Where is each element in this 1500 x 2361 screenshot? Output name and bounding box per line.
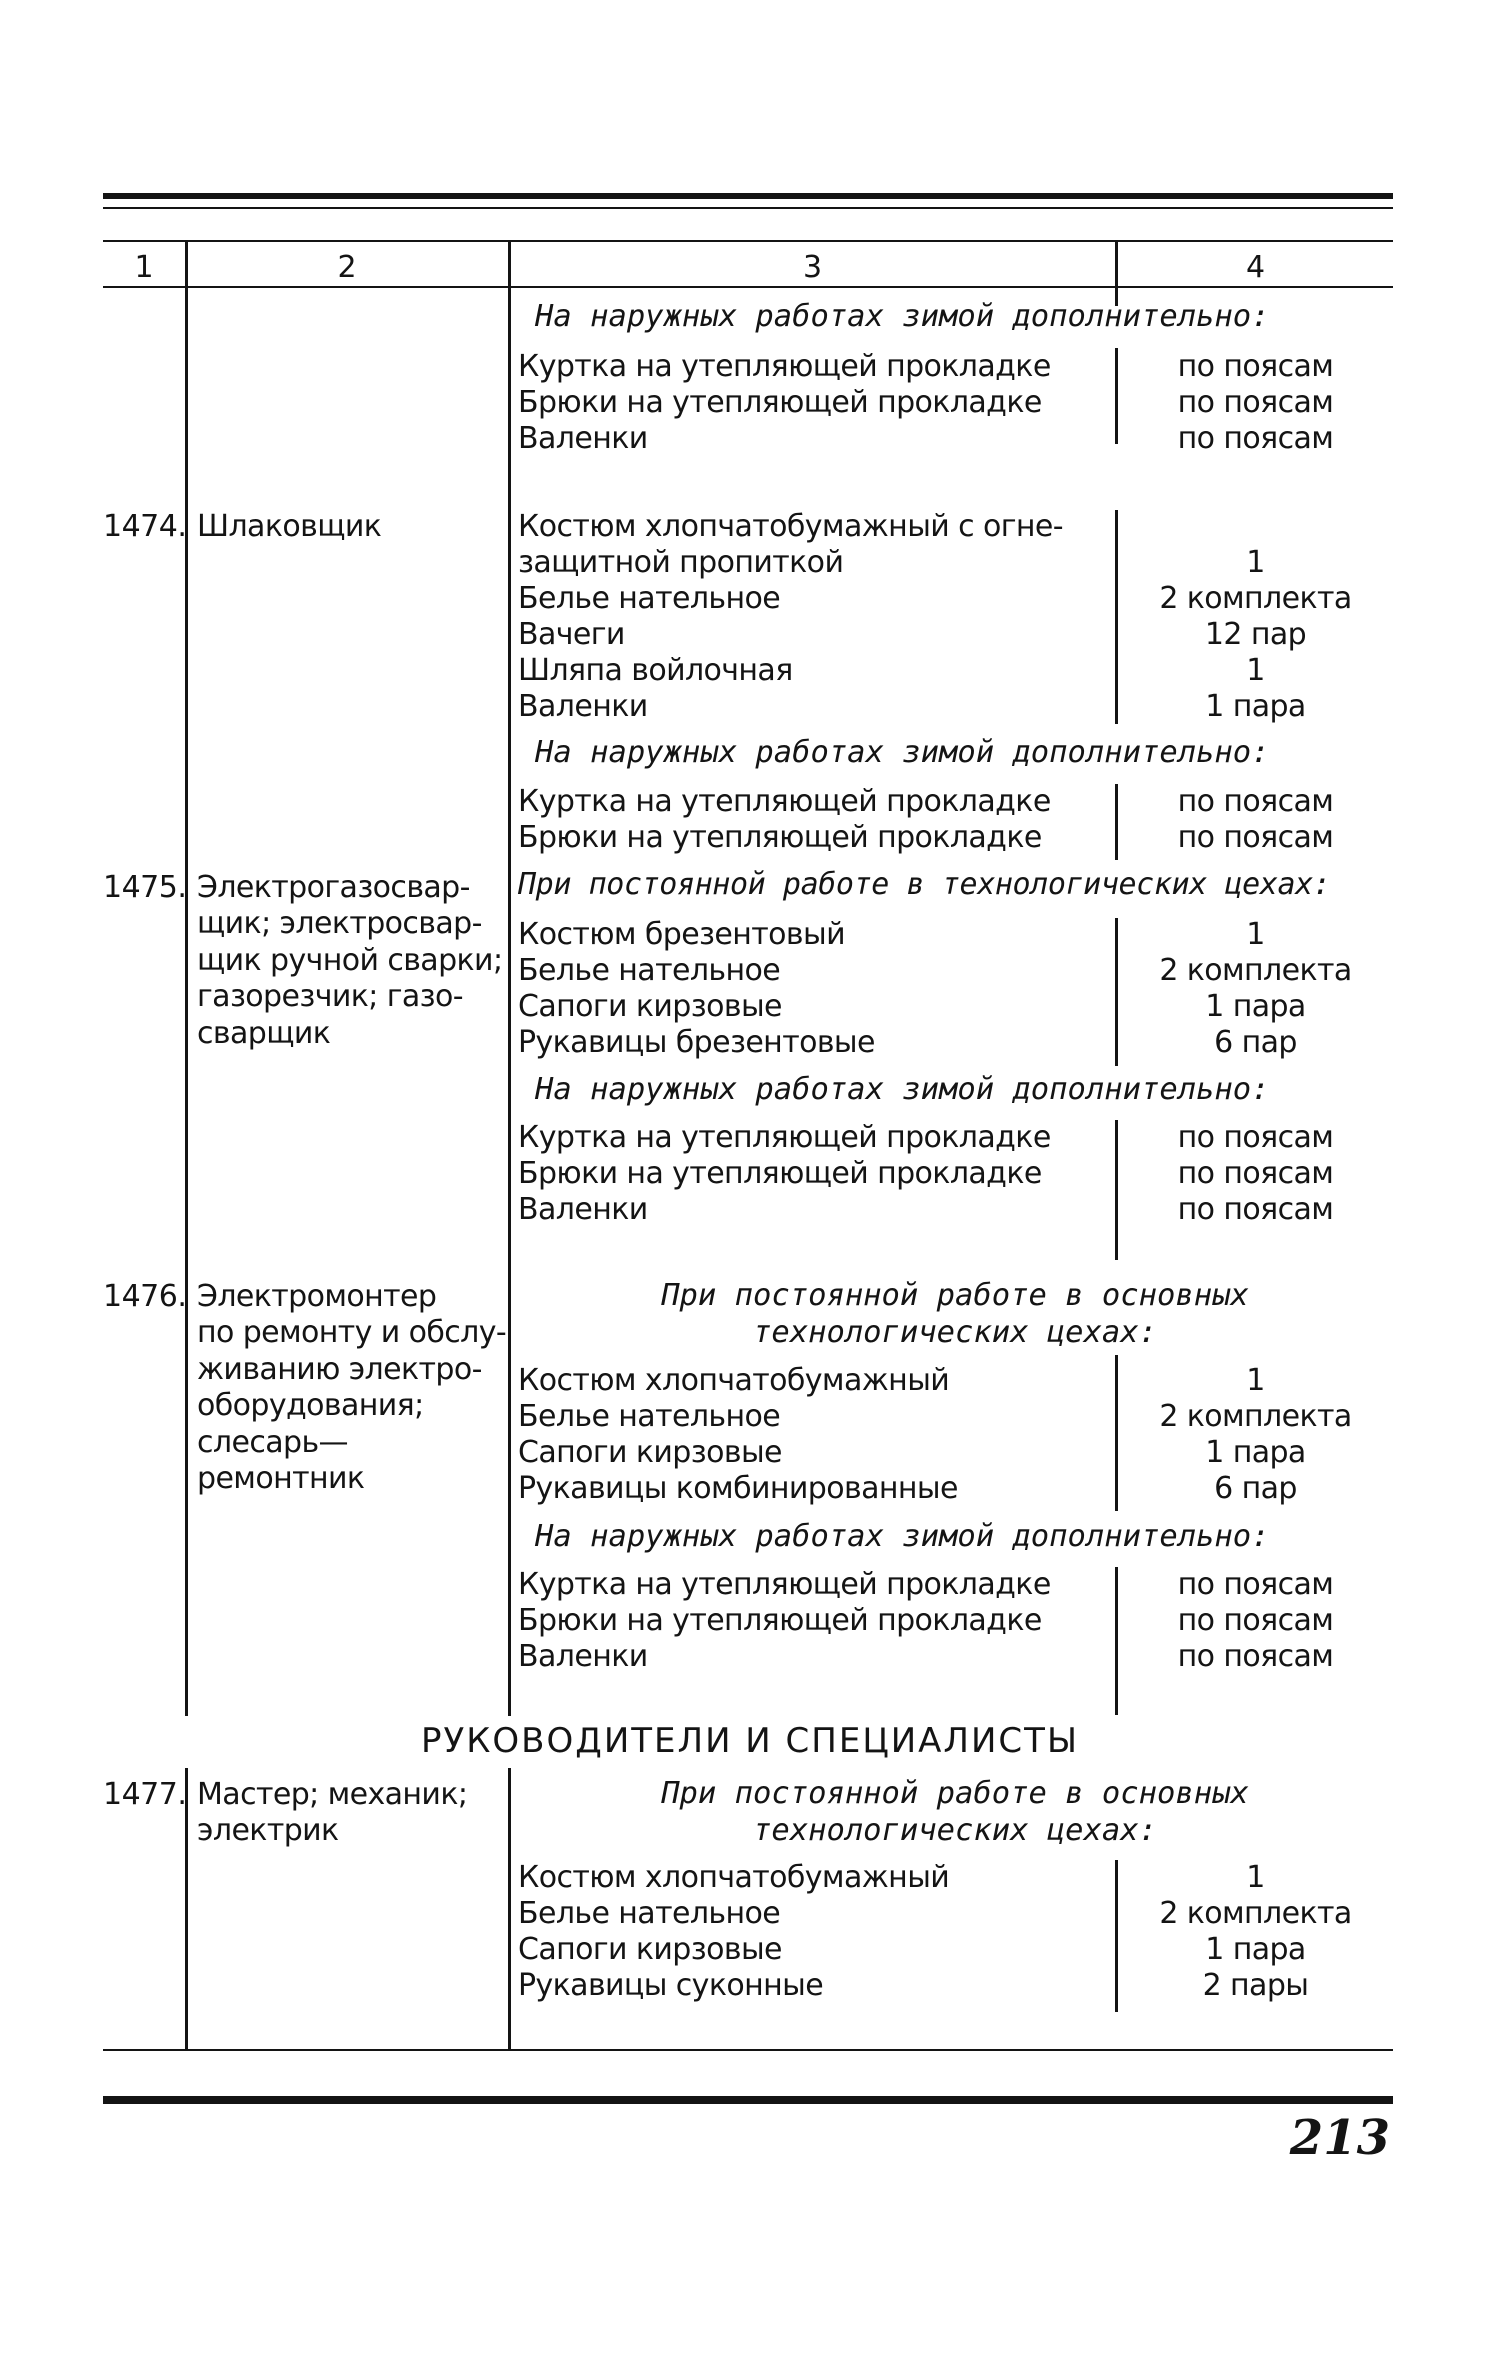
- item-name: Костюм хлопчатобумажный: [518, 1860, 950, 1895]
- item-name: Брюки на утепляющей прокладке: [518, 1603, 1042, 1638]
- item-name: Костюм брезентовый: [518, 917, 845, 952]
- header-divider-2: [508, 240, 511, 288]
- item-name: Рукавицы комбинированные: [518, 1471, 958, 1506]
- top-rule-thick: [103, 193, 1393, 199]
- item-qty: по поясам: [1177, 349, 1334, 384]
- top-rule-thin: [103, 207, 1393, 209]
- occupation-title-line: Электрогазосвар-: [197, 870, 470, 905]
- item-qty: 2 комплекта: [1159, 1896, 1352, 1931]
- item-qty: по поясам: [1177, 421, 1334, 456]
- item-qty: по поясам: [1177, 784, 1334, 819]
- item-name: Сапоги кирзовые: [518, 1435, 782, 1470]
- item-qty: по поясам: [1177, 1120, 1334, 1155]
- col2-divider-upper: [185, 288, 188, 1716]
- occupation-title-line: живанию электро-: [197, 1351, 482, 1387]
- header-divider-3: [1115, 240, 1118, 288]
- item-qty: 1 пара: [1205, 1932, 1306, 1967]
- header-col-1: 1: [134, 250, 154, 285]
- winter-heading: На наружных работах зимой дополнительно:: [535, 1072, 1270, 1107]
- item-qty: по поясам: [1177, 1567, 1334, 1602]
- col3-divider-upper: [508, 288, 511, 1716]
- winter-heading: На наружных работах зимой дополнительно:: [535, 735, 1270, 770]
- condition-heading: При постоянной работе в основных: [661, 1278, 1249, 1313]
- item-qty: 1 пара: [1205, 689, 1306, 724]
- item-qty: 1 пара: [1205, 989, 1306, 1024]
- row-number: 1476.: [103, 1279, 187, 1314]
- item-qty: 1: [1246, 1860, 1265, 1895]
- occupation-title-line: сварщик: [197, 1015, 331, 1051]
- occupation-title-line: электрик: [197, 1813, 339, 1849]
- item-name: Куртка на утепляющей прокладке: [518, 1567, 1051, 1602]
- item-name: Валенки: [518, 1639, 648, 1674]
- item-qty: 12 пар: [1204, 617, 1307, 652]
- condition-heading-cont: технологических цехах:: [753, 1315, 1157, 1350]
- occupation-title-line: газорезчик; газо-: [197, 979, 463, 1015]
- item-name: Куртка на утепляющей прокладке: [518, 349, 1051, 384]
- item-qty: 1: [1246, 917, 1265, 952]
- item-qty: по поясам: [1177, 820, 1334, 855]
- item-qty: по поясам: [1177, 1603, 1334, 1638]
- header-divider-1: [185, 240, 188, 288]
- winter-heading: На наружных работах зимой дополнительно:: [535, 299, 1270, 334]
- header-rule-bottom: [103, 286, 1393, 288]
- section-title: РУКОВОДИТЕЛИ И СПЕЦИАЛИСТЫ: [421, 1721, 1079, 1761]
- occupation-title-line: слесарь—ремонтник: [197, 1424, 365, 1497]
- winter-heading: На наружных работах зимой дополнительно:: [535, 1519, 1270, 1554]
- item-name: Куртка на утепляющей прокладке: [518, 1120, 1051, 1155]
- item-name: Брюки на утепляющей прокладке: [518, 1156, 1042, 1191]
- item-name: Сапоги кирзовые: [518, 989, 782, 1024]
- condition-heading: При постоянной работе в технологических цехах:: [518, 867, 1331, 902]
- footer-rule-thick: [103, 2096, 1393, 2104]
- item-qty: по поясам: [1177, 1639, 1334, 1674]
- header-rule-top: [103, 240, 1393, 242]
- item-qty: 1: [1246, 1363, 1265, 1398]
- header-col-2: 2: [337, 250, 357, 285]
- occupation-title-line: по ремонту и обслу-: [197, 1315, 507, 1351]
- header-col-3: 3: [802, 250, 823, 285]
- item-qty: по поясам: [1177, 385, 1334, 420]
- item-qty: 2 комплекта: [1159, 953, 1352, 988]
- item-name-cont: защитной пропиткой: [518, 545, 844, 580]
- item-name: Шляпа войлочная: [518, 653, 793, 688]
- occupation-title: [197, 1777, 507, 1850]
- occupation-title-line: щик ручной сварки;: [197, 942, 503, 978]
- item-qty: 2 пары: [1202, 1968, 1309, 2003]
- item-name: Куртка на утепляющей прокладке: [518, 784, 1051, 819]
- row-number: 1475.: [103, 870, 187, 905]
- occupation-title: Шлаковщик: [197, 509, 382, 544]
- item-name: Вачеги: [518, 617, 625, 652]
- row-number: 1477.: [103, 1777, 187, 1812]
- item-name: Брюки на утепляющей прокладке: [518, 820, 1042, 855]
- item-name: Брюки на утепляющей прокладке: [518, 385, 1042, 420]
- item-name: Рукавицы суконные: [518, 1968, 824, 2003]
- item-name: Белье нательное: [518, 581, 781, 616]
- occupation-title-line: щик; электросвар-: [197, 906, 482, 942]
- item-name: Сапоги кирзовые: [518, 1932, 782, 1967]
- condition-heading-cont: технологических цехах:: [753, 1813, 1157, 1848]
- row-number: 1474.: [103, 509, 187, 544]
- item-qty: по поясам: [1177, 1156, 1334, 1191]
- item-name: Костюм хлопчатобумажный с огне-: [518, 509, 1063, 544]
- item-name: Валенки: [518, 689, 648, 724]
- page-number: 213: [1289, 2110, 1390, 2166]
- occupation-title: [197, 1279, 507, 1497]
- item-qty: 6 пар: [1214, 1025, 1297, 1060]
- occupation-title-line: Мастер; механик;: [197, 1777, 468, 1812]
- col3-divider-lower: [508, 1768, 511, 2051]
- item-name: Костюм хлопчатобумажный: [518, 1363, 950, 1398]
- occupation-title-line: оборудования;: [197, 1388, 424, 1424]
- item-name: Валенки: [518, 1192, 648, 1227]
- occupation-title-line: Электромонтер: [197, 1279, 437, 1314]
- item-qty: 1: [1246, 545, 1265, 580]
- header-col-4: 4: [1245, 250, 1266, 285]
- condition-heading: При постоянной работе в основных: [661, 1776, 1249, 1811]
- item-name: Белье нательное: [518, 1399, 781, 1434]
- occupation-title: [197, 870, 507, 1052]
- item-name: Рукавицы брезентовые: [518, 1025, 875, 1060]
- item-qty: 6 пар: [1214, 1471, 1297, 1506]
- item-qty: по поясам: [1177, 1192, 1334, 1227]
- item-qty: 2 комплекта: [1159, 581, 1352, 616]
- item-qty: 2 комплекта: [1159, 1399, 1352, 1434]
- table-bottom-rule: [103, 2049, 1393, 2051]
- item-qty: 1 пара: [1205, 1435, 1306, 1470]
- item-name: Белье нательное: [518, 953, 781, 988]
- item-name: Валенки: [518, 421, 648, 456]
- item-qty: 1: [1246, 653, 1265, 688]
- item-name: Белье нательное: [518, 1896, 781, 1931]
